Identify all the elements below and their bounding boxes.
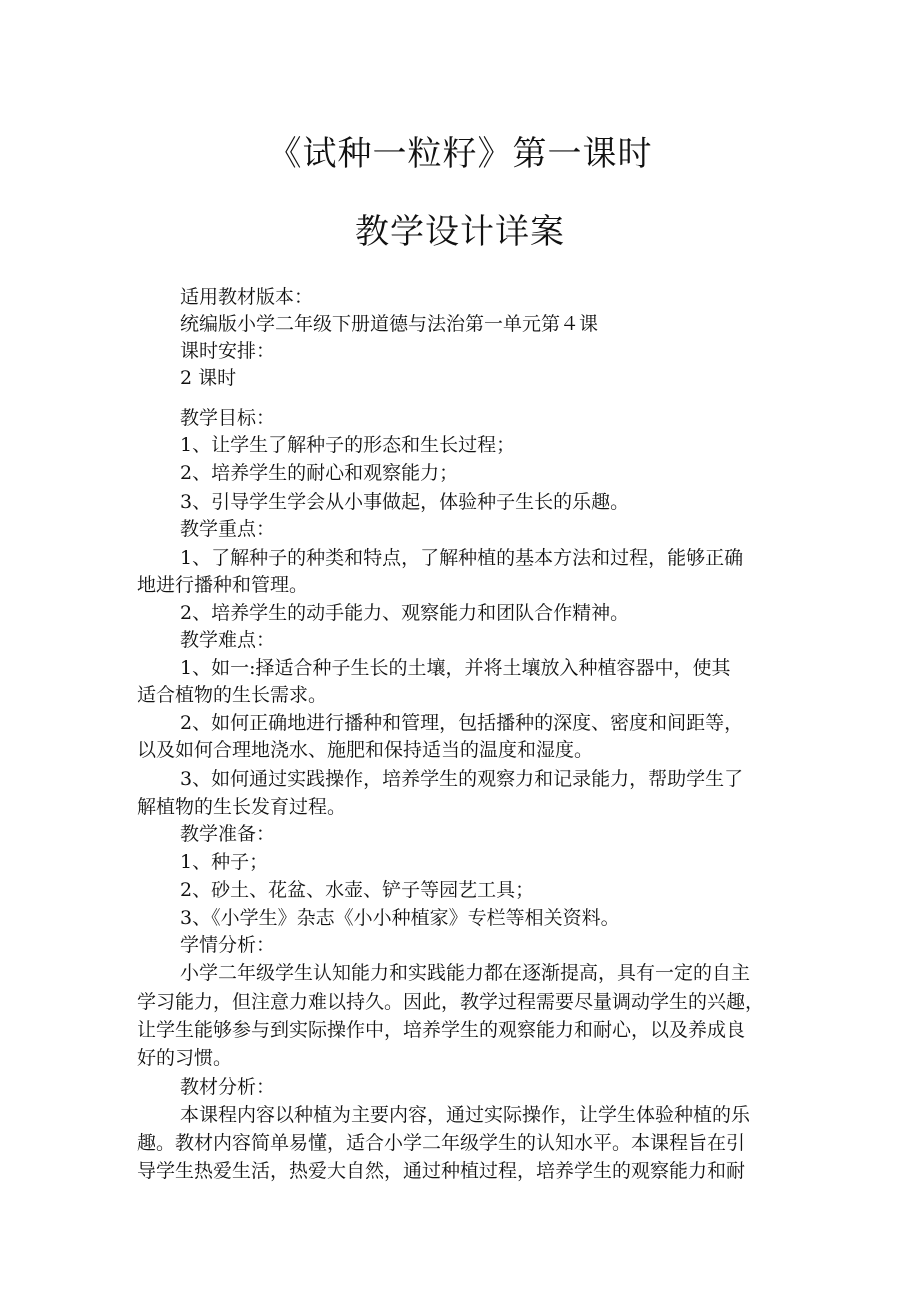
objectives-label: 教学目标： bbox=[180, 407, 276, 429]
preparation-item: 2、砂土、花盆、水壶、铲子等园艺工具； bbox=[180, 879, 535, 901]
difficulty-1: 1、如一:择适合种子生长的土壤，并将土壤放入种植容器中，使其 bbox=[180, 657, 731, 679]
document-subtitle: 教学设计详案 bbox=[355, 212, 565, 252]
learner-analysis-label: 学情分析： bbox=[180, 934, 276, 956]
objective-item: 3、引导学生学会从小事做起，体验种子生长的乐趣。 bbox=[180, 491, 630, 513]
textbook-value: 统编版小学二年级下册道德与法治第一单元第４课 bbox=[180, 313, 599, 335]
difficulty-2: 2、如何正确地进行播种和管理，包括播种的深度、密度和间距等， bbox=[180, 712, 744, 734]
learner-analysis-line: 让学生能够参与到实际操作中，培养学生的观察能力和耐心，以及养成良 bbox=[137, 1019, 746, 1041]
key-point-1: 1、了解种子的种类和特点，了解种植的基本方法和过程，能够正确 bbox=[180, 547, 744, 569]
objective-item: 1、让学生了解种子的形态和生长过程； bbox=[180, 434, 516, 456]
schedule-value: 2 课时 bbox=[180, 367, 237, 389]
document-title: 《试种一粒籽》第一课时 bbox=[267, 134, 653, 174]
difficulty-3: 3、如何通过实践操作，培养学生的观察力和记录能力，帮助学生了 bbox=[180, 768, 744, 790]
preparation-item: 3、《小学生》杂志《小小种植家》专栏等相关资料。 bbox=[180, 907, 620, 929]
difficulty-2-continued: 以及如何合理地浇水、施肥和保持适当的温度和湿度。 bbox=[137, 739, 594, 761]
schedule-label: 课时安排： bbox=[180, 340, 276, 362]
key-point-2: 2、培养学生的动手能力、观察能力和团队合作精神。 bbox=[180, 602, 630, 624]
difficulties-label: 教学难点： bbox=[180, 629, 276, 651]
key-points-label: 教学重点： bbox=[180, 518, 276, 540]
key-point-1-continued: 地进行播种和管理。 bbox=[137, 574, 309, 596]
difficulty-1-continued: 适合植物的生长需求。 bbox=[137, 684, 328, 706]
learner-analysis-line: 学习能力，但注意力难以持久。因此，教学过程需要尽量调动学生的兴趣， bbox=[137, 991, 765, 1013]
material-analysis-line: 趣。教材内容简单易懂，适合小学二年级学生的认知水平。本课程旨在引 bbox=[137, 1132, 746, 1154]
difficulty-3-continued: 解植物的生长发育过程。 bbox=[137, 796, 347, 818]
material-analysis-line: 本课程内容以种植为主要内容，通过实际操作，让学生体验种植的乐 bbox=[180, 1104, 751, 1126]
learner-analysis-line: 好的习惯。 bbox=[137, 1047, 233, 1069]
material-analysis-label: 教材分析： bbox=[180, 1076, 276, 1098]
objective-item: 2、培养学生的耐心和观察能力； bbox=[180, 462, 459, 484]
preparation-label: 教学准备： bbox=[180, 823, 276, 845]
preparation-item: 1、种子； bbox=[180, 851, 269, 873]
textbook-label: 适用教材版本： bbox=[180, 286, 314, 308]
material-analysis-line: 导学生热爱生活，热爱大自然，通过种植过程，培养学生的观察能力和耐 bbox=[137, 1160, 746, 1182]
learner-analysis-line: 小学二年级学生认知能力和实践能力都在逐渐提高，具有一定的自主 bbox=[180, 962, 751, 984]
